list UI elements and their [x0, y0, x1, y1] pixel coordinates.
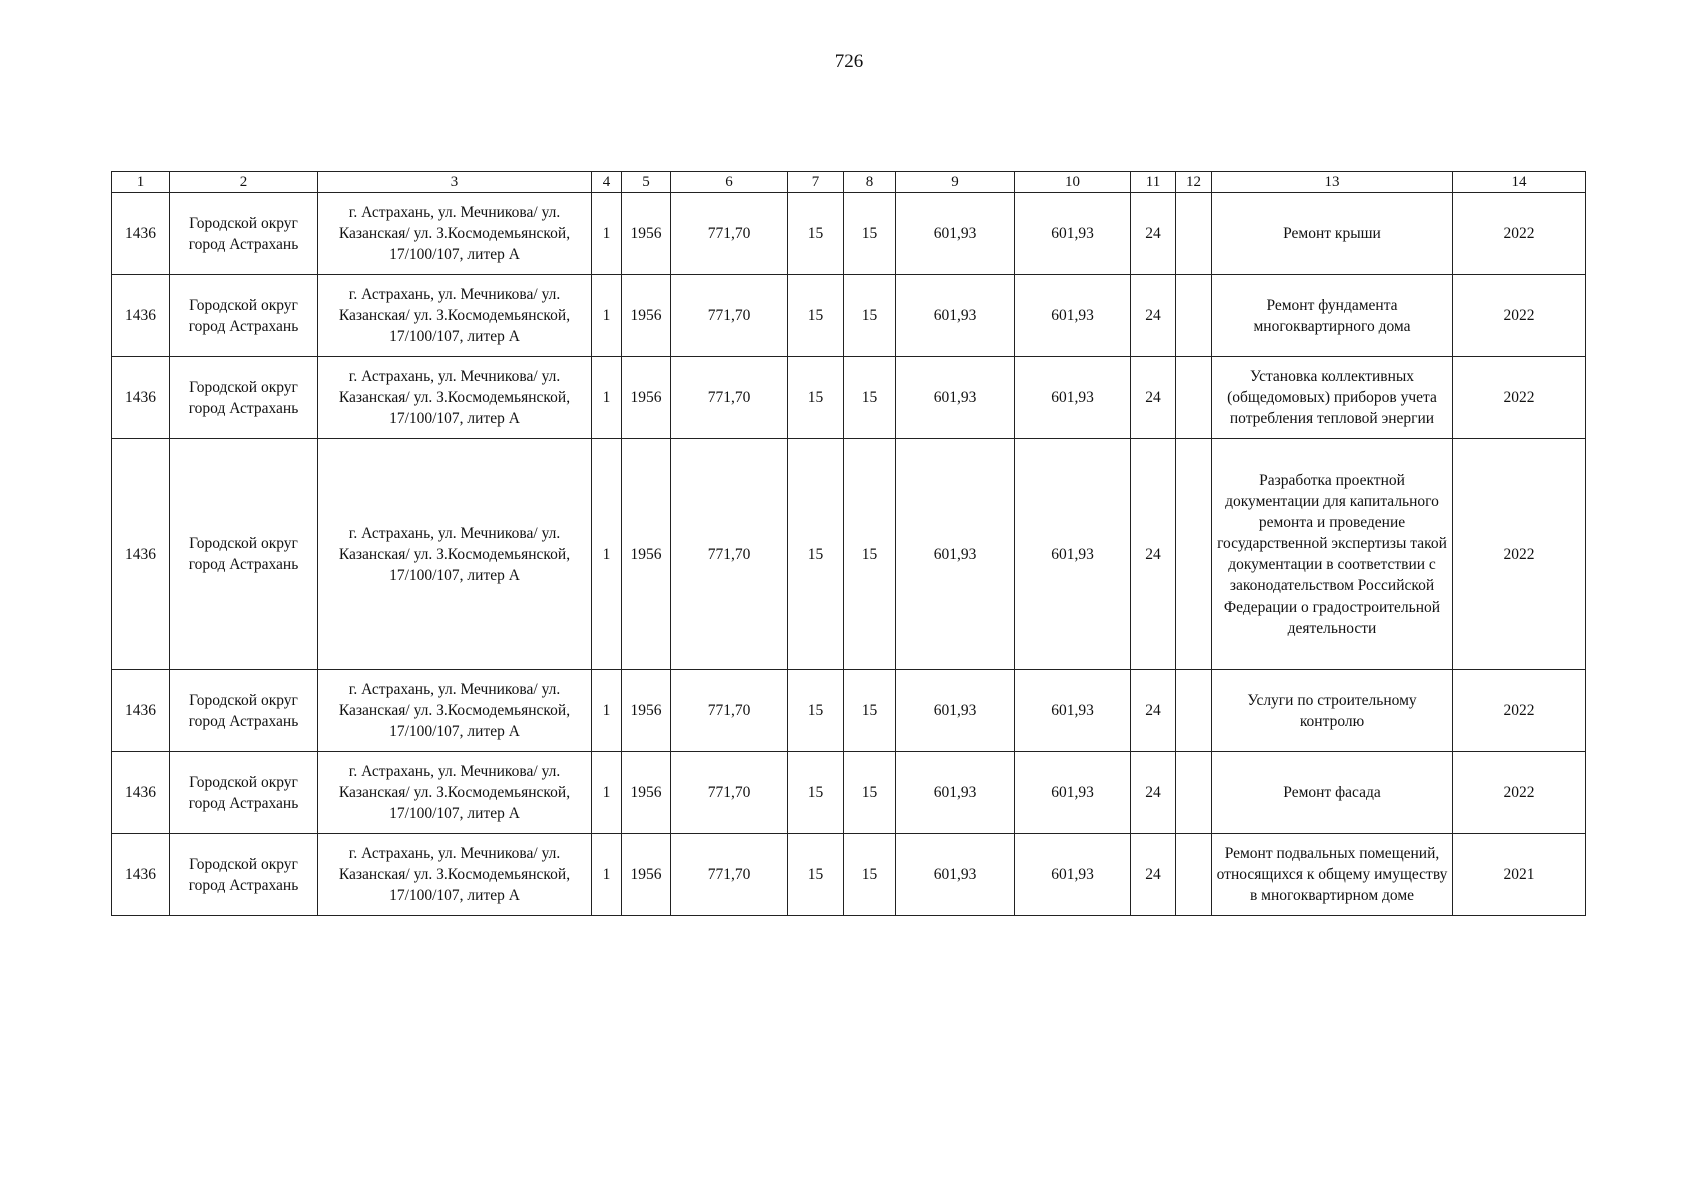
municipality-cell: Городской округ город Астрахань: [170, 357, 318, 439]
cell-col-7: 15: [788, 275, 844, 357]
cell-col-12: [1176, 275, 1212, 357]
cell-col-6: 771,70: [671, 275, 788, 357]
column-header: 14: [1453, 172, 1586, 193]
cell-col-11: 24: [1131, 670, 1176, 752]
address-cell: г. Астрахань, ул. Мечникова/ ул. Казанская/ ул. З.Космодемьянской, 17/100/107, литер А: [318, 357, 592, 439]
municipality-cell: Городской округ город Астрахань: [170, 439, 318, 670]
work-type-cell: Ремонт крыши: [1212, 193, 1453, 275]
cell-col-11: 24: [1131, 834, 1176, 916]
cell-col-8: 15: [844, 834, 896, 916]
work-type-cell: Услуги по строительному контролю: [1212, 670, 1453, 752]
table-row: [112, 670, 1586, 752]
cell-col-11: 24: [1131, 439, 1176, 670]
cell-col-8: 15: [844, 752, 896, 834]
cell-col-8: 15: [844, 439, 896, 670]
cell-col-8: 15: [844, 193, 896, 275]
cell-col-10: 601,93: [1015, 752, 1131, 834]
cell-col-4: 1: [592, 834, 622, 916]
column-header: 3: [318, 172, 592, 193]
cell-col-5: 1956: [622, 670, 671, 752]
address-cell: г. Астрахань, ул. Мечникова/ ул. Казанская/ ул. З.Космодемьянской, 17/100/107, литер А: [318, 439, 592, 670]
column-header: 12: [1176, 172, 1212, 193]
year-cell: 2022: [1453, 357, 1586, 439]
capital-repair-table: [111, 171, 1586, 916]
row-number: 1436: [112, 439, 170, 670]
year-cell: 2022: [1453, 670, 1586, 752]
year-cell: 2022: [1453, 193, 1586, 275]
cell-col-5: 1956: [622, 357, 671, 439]
column-header: 11: [1131, 172, 1176, 193]
cell-col-11: 24: [1131, 752, 1176, 834]
address-cell: г. Астрахань, ул. Мечникова/ ул. Казанская/ ул. З.Космодемьянской, 17/100/107, литер А: [318, 275, 592, 357]
cell-col-4: 1: [592, 357, 622, 439]
cell-col-10: 601,93: [1015, 275, 1131, 357]
cell-col-7: 15: [788, 439, 844, 670]
cell-col-7: 15: [788, 834, 844, 916]
address-cell: г. Астрахань, ул. Мечникова/ ул. Казанская/ ул. З.Космодемьянской, 17/100/107, литер А: [318, 193, 592, 275]
cell-col-7: 15: [788, 193, 844, 275]
cell-col-9: 601,93: [896, 834, 1015, 916]
cell-col-4: 1: [592, 439, 622, 670]
cell-col-11: 24: [1131, 275, 1176, 357]
cell-col-7: 15: [788, 752, 844, 834]
cell-col-4: 1: [592, 193, 622, 275]
cell-col-11: 24: [1131, 193, 1176, 275]
column-header: 13: [1212, 172, 1453, 193]
municipality-cell: Городской округ город Астрахань: [170, 193, 318, 275]
column-header: 5: [622, 172, 671, 193]
work-type-cell: Ремонт фасада: [1212, 752, 1453, 834]
address-cell: г. Астрахань, ул. Мечникова/ ул. Казанская/ ул. З.Космодемьянской, 17/100/107, литер А: [318, 752, 592, 834]
page-number: 726: [834, 51, 864, 72]
column-header: 8: [844, 172, 896, 193]
cell-col-6: 771,70: [671, 193, 788, 275]
municipality-cell: Городской округ город Астрахань: [170, 670, 318, 752]
work-type-cell: Ремонт подвальных помещений, относящихся к общему имуществу в многоквартирном доме: [1212, 834, 1453, 916]
cell-col-10: 601,93: [1015, 834, 1131, 916]
cell-col-5: 1956: [622, 834, 671, 916]
cell-col-8: 15: [844, 275, 896, 357]
cell-col-8: 15: [844, 357, 896, 439]
cell-col-6: 771,70: [671, 670, 788, 752]
cell-col-8: 15: [844, 670, 896, 752]
table-row: [112, 834, 1586, 916]
cell-col-6: 771,70: [671, 834, 788, 916]
municipality-cell: Городской округ город Астрахань: [170, 275, 318, 357]
row-number: 1436: [112, 670, 170, 752]
column-header: 10: [1015, 172, 1131, 193]
column-header: 4: [592, 172, 622, 193]
cell-col-5: 1956: [622, 752, 671, 834]
work-type-cell: Разработка проектной документации для капитального ремонта и проведение государственной экспертизы такой документации в соответствии с законодательством Российской Федерации о градостроительной деятельности: [1212, 439, 1453, 670]
cell-col-5: 1956: [622, 439, 671, 670]
cell-col-9: 601,93: [896, 670, 1015, 752]
work-type-cell: Ремонт фундамента многоквартирного дома: [1212, 275, 1453, 357]
cell-col-9: 601,93: [896, 357, 1015, 439]
row-number: 1436: [112, 275, 170, 357]
header-row: [112, 172, 1586, 193]
municipality-cell: Городской округ город Астрахань: [170, 834, 318, 916]
cell-col-9: 601,93: [896, 439, 1015, 670]
row-number: 1436: [112, 752, 170, 834]
cell-col-12: [1176, 834, 1212, 916]
column-header: 6: [671, 172, 788, 193]
year-cell: 2021: [1453, 834, 1586, 916]
municipality-cell: Городской округ город Астрахань: [170, 752, 318, 834]
cell-col-9: 601,93: [896, 275, 1015, 357]
row-number: 1436: [112, 357, 170, 439]
column-header: 2: [170, 172, 318, 193]
cell-col-6: 771,70: [671, 357, 788, 439]
table-row: [112, 275, 1586, 357]
table-row: [112, 439, 1586, 670]
address-cell: г. Астрахань, ул. Мечникова/ ул. Казанская/ ул. З.Космодемьянской, 17/100/107, литер А: [318, 834, 592, 916]
row-number: 1436: [112, 834, 170, 916]
cell-col-6: 771,70: [671, 752, 788, 834]
cell-col-10: 601,93: [1015, 439, 1131, 670]
address-cell: г. Астрахань, ул. Мечникова/ ул. Казанская/ ул. З.Космодемьянской, 17/100/107, литер А: [318, 670, 592, 752]
cell-col-12: [1176, 357, 1212, 439]
cell-col-4: 1: [592, 670, 622, 752]
cell-col-4: 1: [592, 275, 622, 357]
cell-col-9: 601,93: [896, 193, 1015, 275]
cell-col-4: 1: [592, 752, 622, 834]
cell-col-7: 15: [788, 670, 844, 752]
year-cell: 2022: [1453, 439, 1586, 670]
year-cell: 2022: [1453, 275, 1586, 357]
table-row: [112, 193, 1586, 275]
column-header: 7: [788, 172, 844, 193]
column-header: 9: [896, 172, 1015, 193]
cell-col-7: 15: [788, 357, 844, 439]
cell-col-5: 1956: [622, 193, 671, 275]
row-number: 1436: [112, 193, 170, 275]
cell-col-10: 601,93: [1015, 193, 1131, 275]
year-cell: 2022: [1453, 752, 1586, 834]
table-row: [112, 752, 1586, 834]
cell-col-6: 771,70: [671, 439, 788, 670]
cell-col-10: 601,93: [1015, 357, 1131, 439]
cell-col-12: [1176, 670, 1212, 752]
cell-col-12: [1176, 752, 1212, 834]
column-header: 1: [112, 172, 170, 193]
cell-col-12: [1176, 193, 1212, 275]
cell-col-10: 601,93: [1015, 670, 1131, 752]
cell-col-11: 24: [1131, 357, 1176, 439]
work-type-cell: Установка коллективных (общедомовых) приборов учета потребления тепловой энергии: [1212, 357, 1453, 439]
table-row: [112, 357, 1586, 439]
cell-col-12: [1176, 439, 1212, 670]
cell-col-5: 1956: [622, 275, 671, 357]
cell-col-9: 601,93: [896, 752, 1015, 834]
